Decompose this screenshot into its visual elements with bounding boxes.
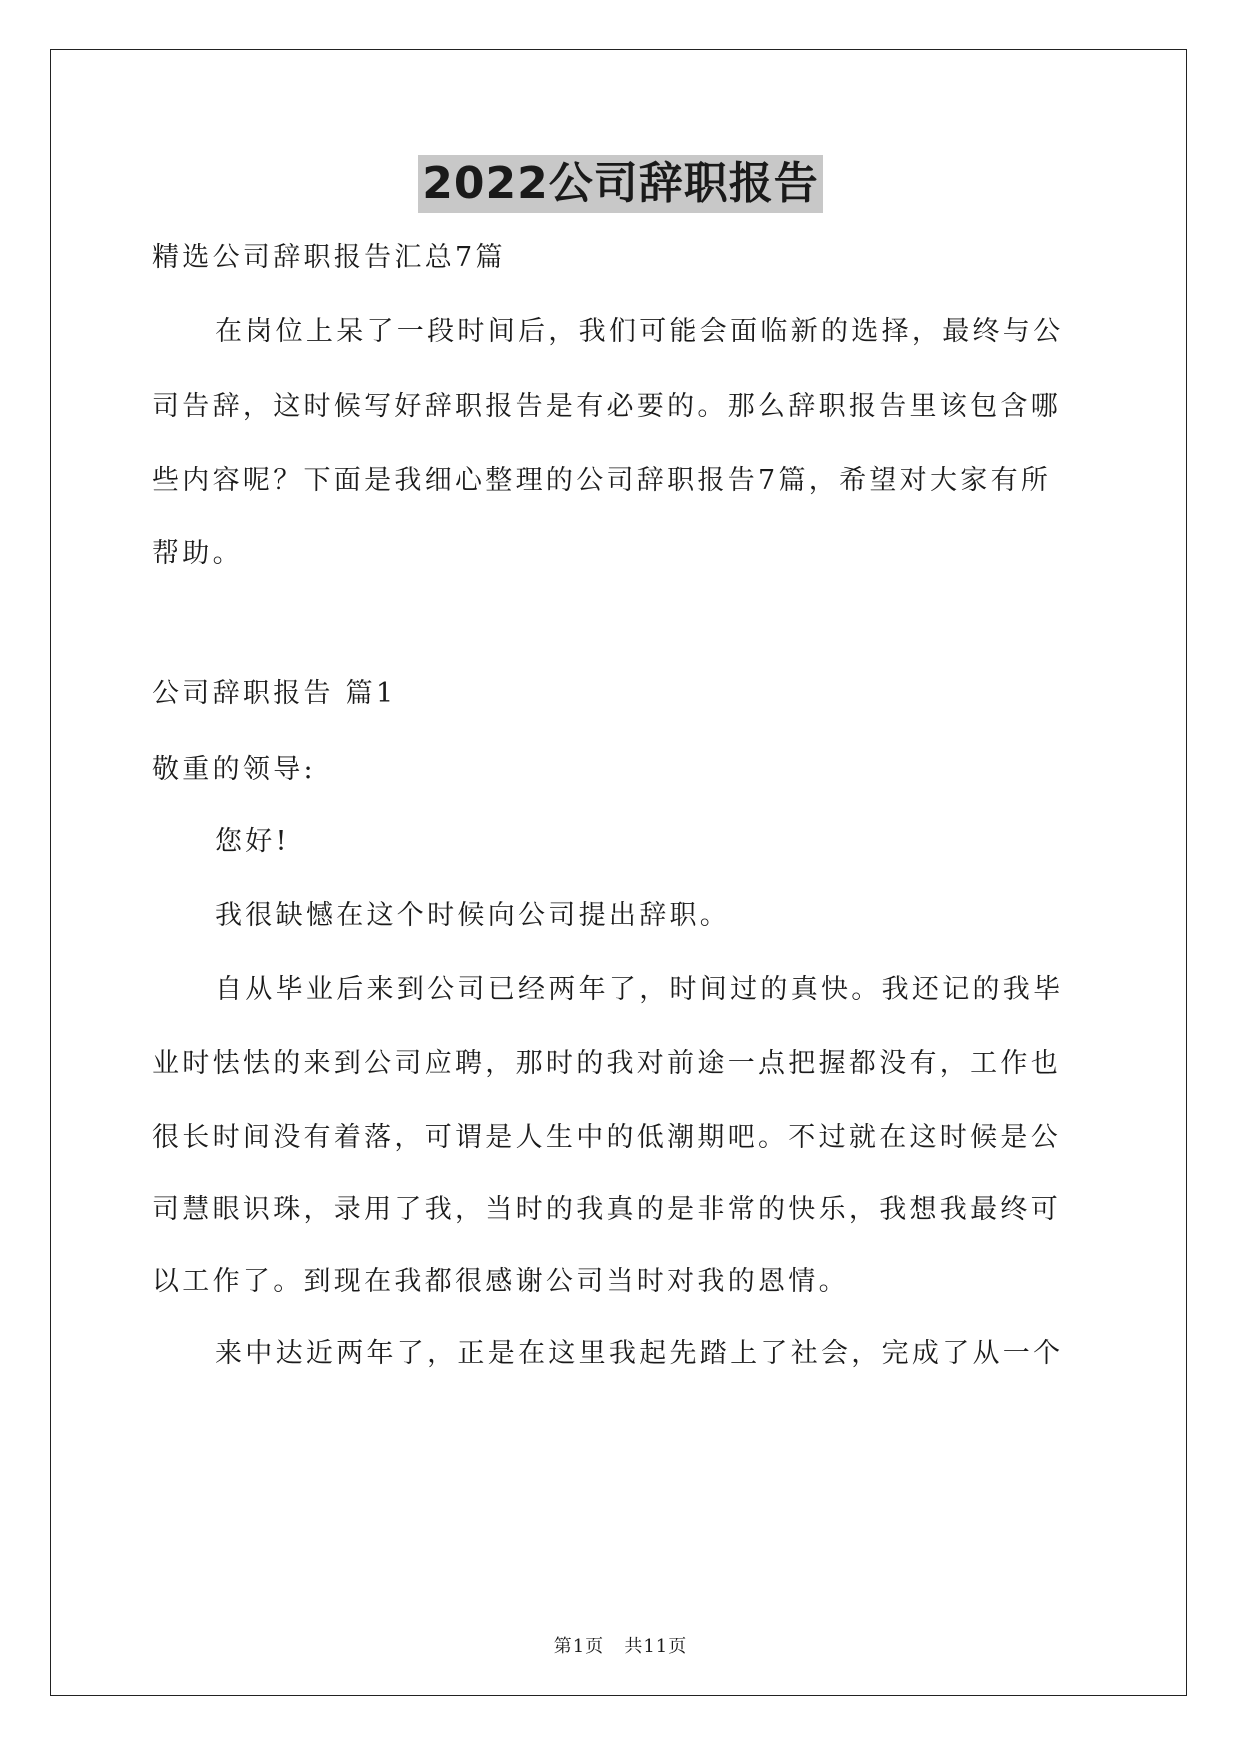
document-subtitle: 精选公司辞职报告汇总7篇 bbox=[152, 242, 506, 273]
body-line-1: 我很缺憾在这个时候向公司提出辞职。 bbox=[215, 900, 731, 931]
body-line-5: 司慧眼识珠，录用了我，当时的我真的是非常的快乐，我想我最终可 bbox=[152, 1194, 1061, 1225]
greeting: 您好! bbox=[215, 826, 290, 857]
title-wrap bbox=[0, 155, 1241, 213]
intro-line-3: 些内容呢？下面是我细心整理的公司辞职报告7篇，希望对大家有所 bbox=[152, 465, 1052, 496]
body-line-2: 自从毕业后来到公司已经两年了，时间过的真快。我还记的我毕 bbox=[215, 974, 1064, 1005]
section-heading: 公司辞职报告 篇1 bbox=[152, 678, 397, 709]
page-footer: 第1页 共11页 bbox=[553, 1636, 688, 1657]
body-line-4: 很长时间没有着落，可谓是人生中的低潮期吧。不过就在这时候是公 bbox=[152, 1122, 1061, 1153]
body-line-6: 以工作了。到现在我都很感谢公司当时对我的恩情。 bbox=[152, 1266, 849, 1297]
intro-line-4: 帮助。 bbox=[152, 538, 243, 569]
document-title: 2022公司辞职报告 bbox=[418, 155, 822, 213]
page-border bbox=[50, 49, 1187, 1696]
body-line-3: 业时怯怯的来到公司应聘，那时的我对前途一点把握都没有，工作也 bbox=[152, 1048, 1061, 1079]
intro-line-1: 在岗位上呆了一段时间后，我们可能会面临新的选择，最终与公 bbox=[215, 316, 1064, 347]
body-line-7: 来中达近两年了，正是在这里我起先踏上了社会，完成了从一个 bbox=[215, 1338, 1064, 1369]
salutation: 敬重的领导: bbox=[152, 754, 316, 785]
intro-line-2: 司告辞，这时候写好辞职报告是有必要的。那么辞职报告里该包含哪 bbox=[152, 391, 1061, 422]
